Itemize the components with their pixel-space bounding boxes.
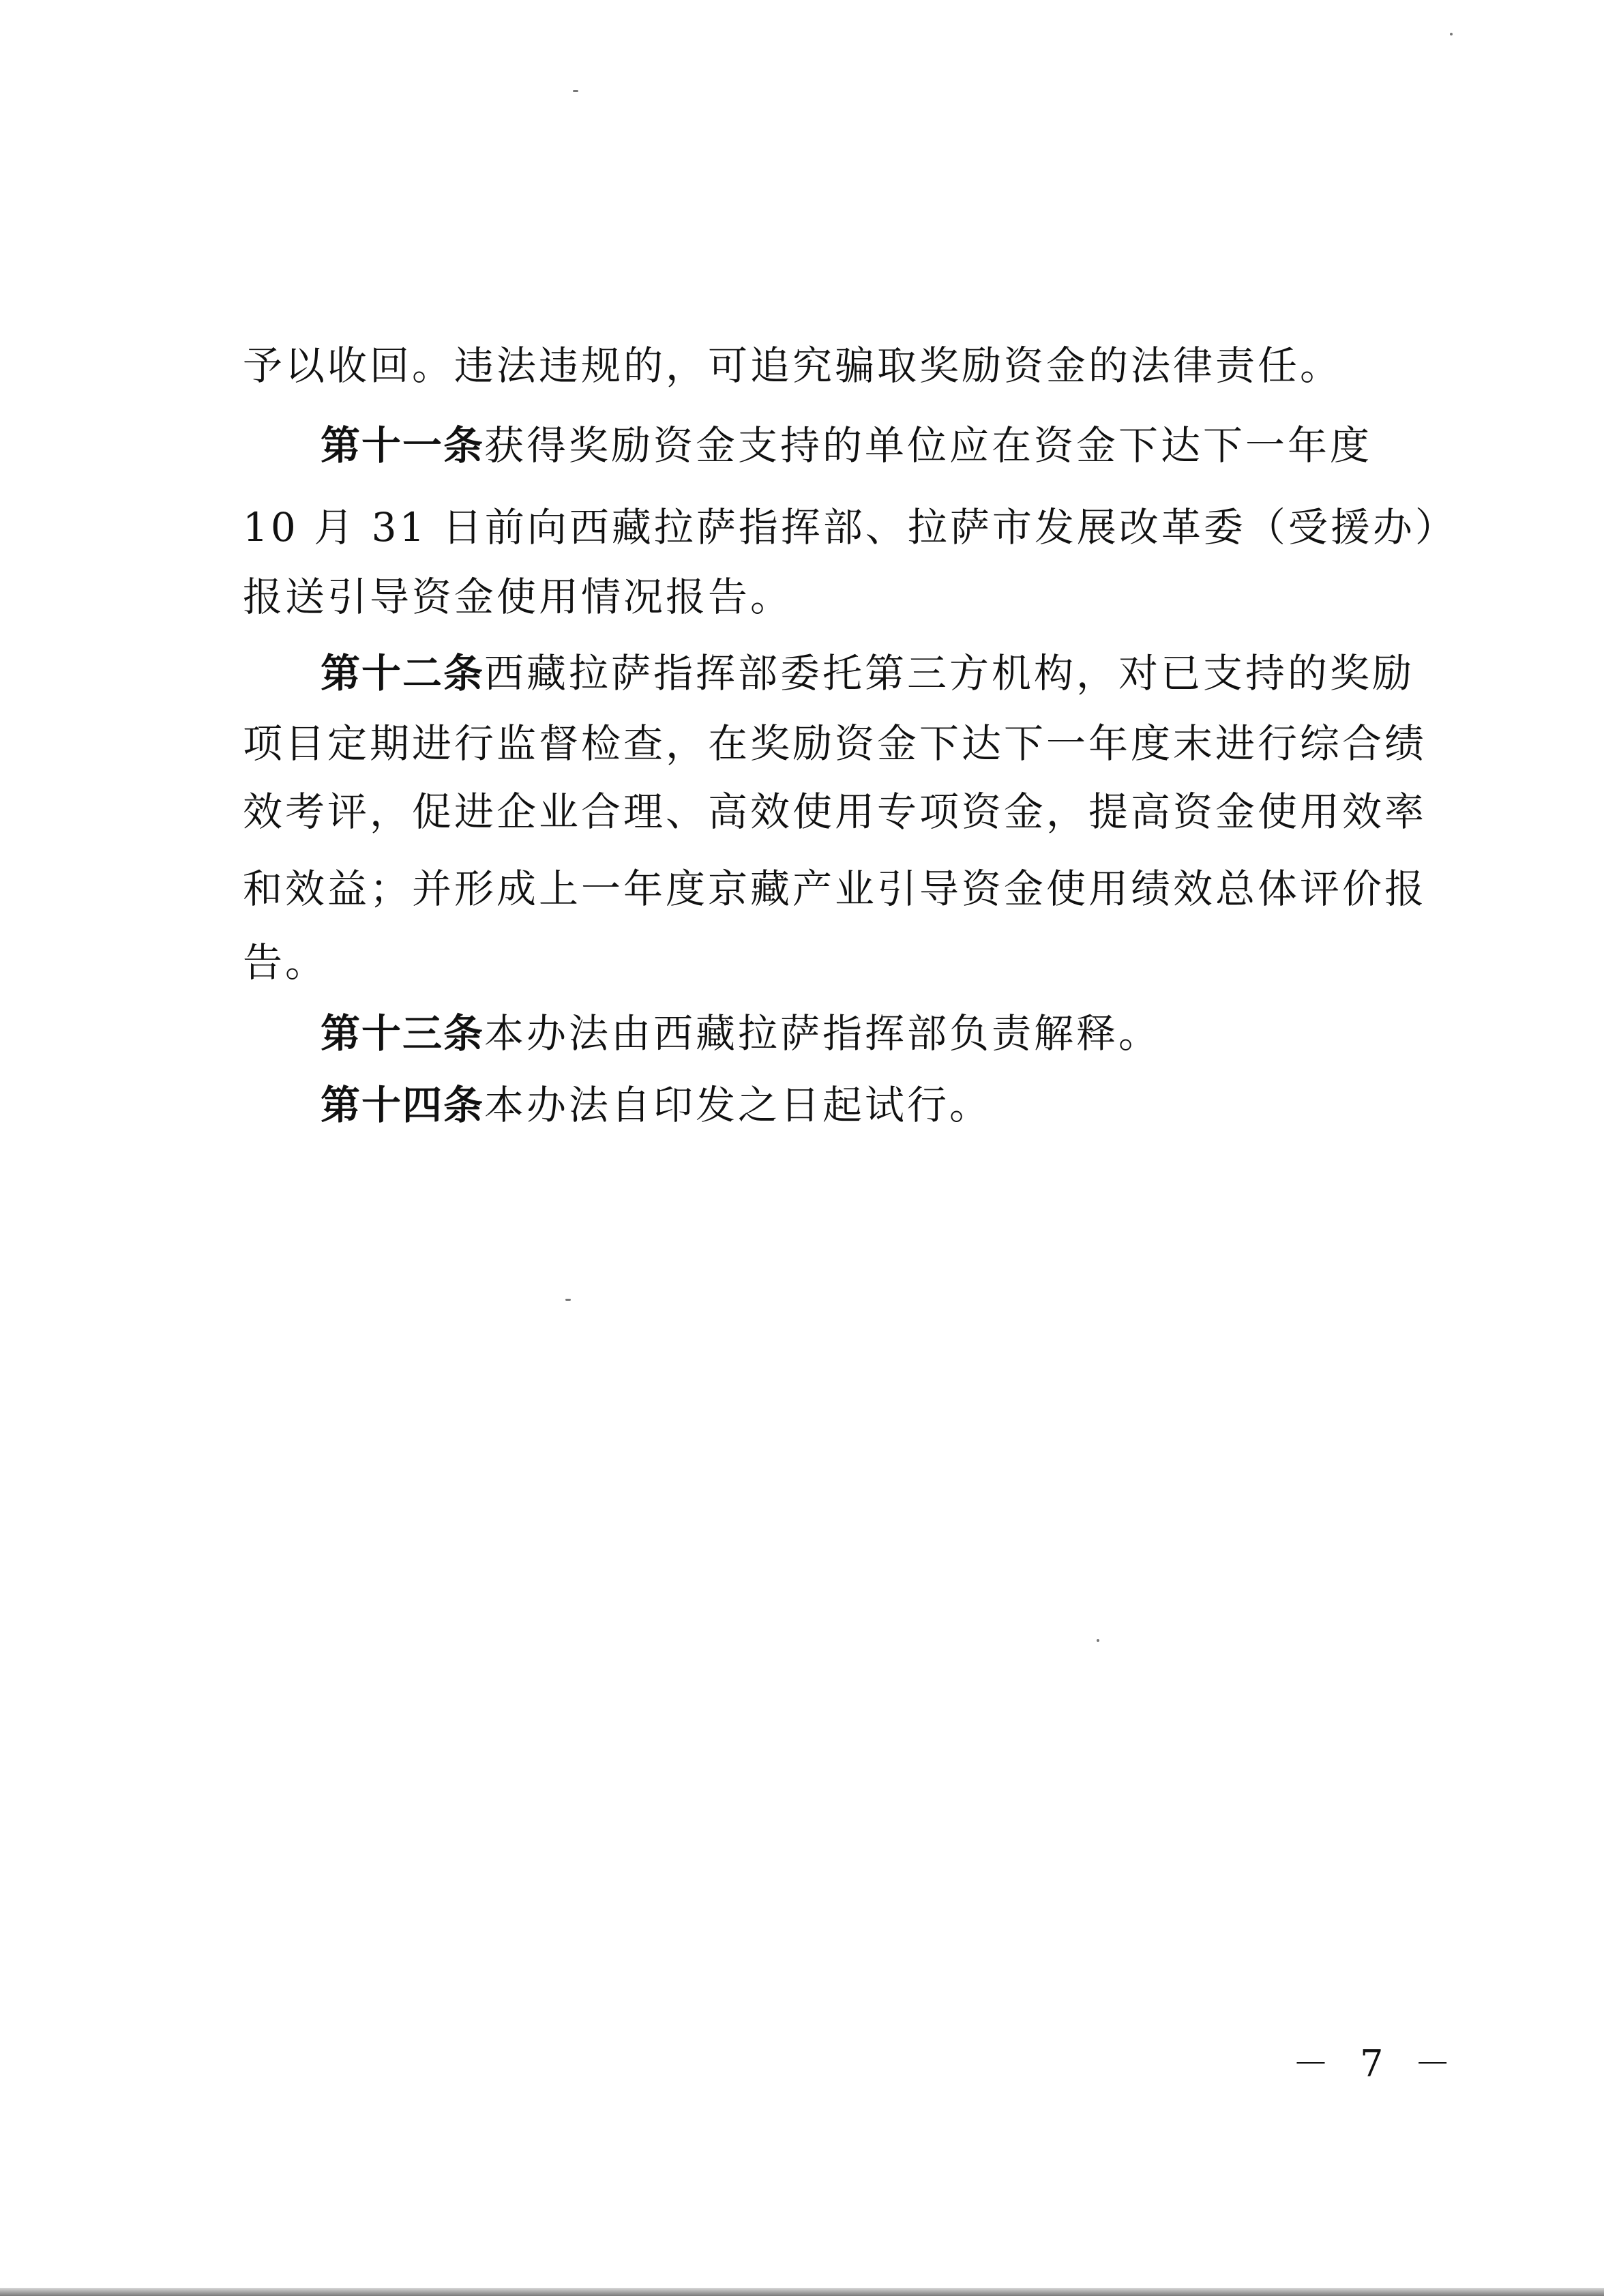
article-12-line: 项目定期进行监督检查，在奖励资金下达下一年度末进行综合绩 bbox=[243, 720, 1427, 767]
article-14-text: 本办法自印发之日起试行。 bbox=[484, 1082, 992, 1128]
article-12-first-line bbox=[321, 649, 1414, 697]
article-12-text: 西藏拉萨指挥部委托第三方机构，对已支持的奖励 bbox=[484, 650, 1415, 696]
article-12-line: 告。 bbox=[243, 939, 328, 986]
article-13-line bbox=[321, 1010, 1161, 1057]
article-12-line: 效考评，促进企业合理、高效使用专项资金，提高资金使用效率 bbox=[243, 789, 1427, 835]
scan-speck bbox=[573, 90, 578, 92]
scan-speck bbox=[565, 1299, 571, 1301]
scan-speck bbox=[1097, 1639, 1099, 1642]
page-number: － 7 － bbox=[1292, 2042, 1461, 2085]
scan-speck bbox=[1450, 33, 1453, 35]
article-14-label: 第十四条 bbox=[321, 1082, 485, 1128]
scan-bottom-edge bbox=[0, 2288, 1604, 2296]
article-11-label: 第十一条 bbox=[321, 422, 485, 469]
continued-paragraph-line: 予以收回。违法违规的，可追究骗取奖励资金的法律责任。 bbox=[243, 342, 1343, 389]
article-14-line bbox=[321, 1081, 992, 1129]
article-12-line: 和效益；并形成上一年度京藏产业引导资金使用绩效总体评价报 bbox=[243, 866, 1427, 912]
article-13-text: 本办法由西藏拉萨指挥部负责解释。 bbox=[484, 1010, 1161, 1057]
article-12-label: 第十二条 bbox=[321, 650, 485, 696]
article-11-text: 获得奖励资金支持的单位应在资金下达下一年度 bbox=[484, 422, 1373, 469]
article-11-line: 10 月 31 日前向西藏拉萨指挥部、拉萨市发展改革委（受援办） bbox=[243, 504, 1457, 550]
article-11-line: 报送引导资金使用情况报告。 bbox=[243, 574, 793, 620]
article-11-first-line bbox=[321, 422, 1372, 469]
article-13-label: 第十三条 bbox=[321, 1010, 485, 1057]
